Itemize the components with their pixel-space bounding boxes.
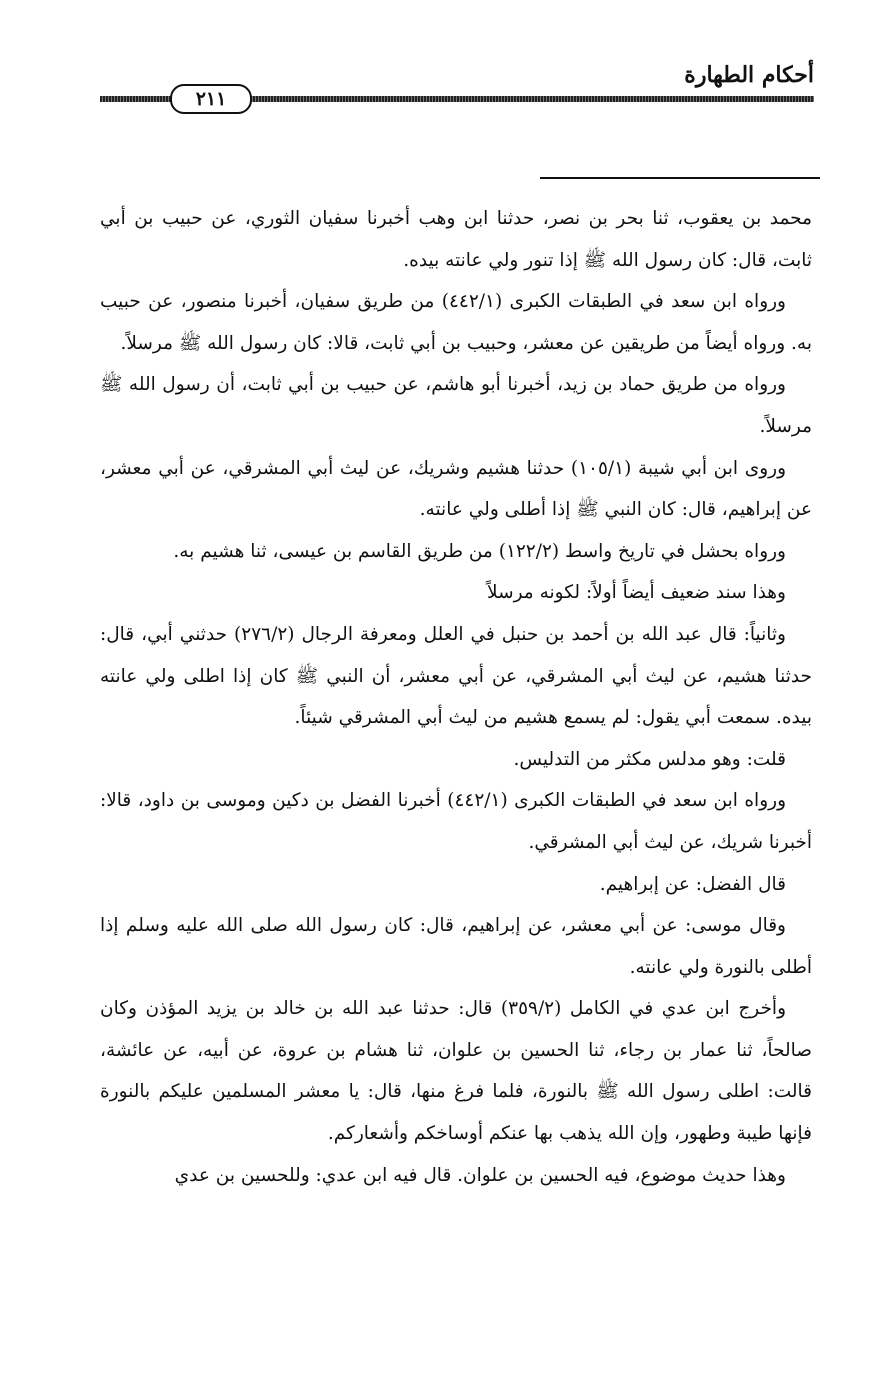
paragraph: وهذا سند ضعيف أيضاً أولاً: لكونه مرسلاً — [487, 582, 786, 604]
book-title: أحكام الطهارة — [684, 62, 814, 88]
paragraph: ورواه من طريق حماد بن زيد، أخبرنا أبو هاشم، عن حبيب بن أبي ثابت، أن رسول الله ﷺ مرسلاً. — [100, 374, 812, 437]
paragraph: وأخرج ابن عدي في الكامل (٣٥٩/٢) قال: حدثنا عبد الله بن خالد بن يزيد المؤذن وكان صالحاً، ثنا عمار بن رجاء، ثنا الحسين بن علوان، ثنا هشام بن عروة، عن أبيه، عن عائشة، قالت: اطلى رسول الله ﷺ بالنورة، فلما فرغ منها، قال: يا معشر المسلمين عليكم بالنورة فإنها طيبة وطهور، وإن الله يذهب بها عنكم أوساخكم وأشعاركم. — [100, 998, 812, 1145]
page-number: ٢١١ — [170, 84, 252, 114]
paragraph: قال الفضل: عن إبراهيم. — [599, 873, 786, 895]
paragraph: محمد بن يعقوب، ثنا بحر بن نصر، حدثنا ابن وهب أخبرنا سفيان الثوري، عن حبيب بن أبي ثابت، قال: كان رسول الله ﷺ إذا تنور ولي عانته بيده. — [100, 208, 812, 271]
body-text — [100, 198, 812, 1196]
footnote-separator — [540, 177, 820, 179]
paragraph: ورواه ابن سعد في الطبقات الكبرى (٤٤٢/١) أخبرنا الفضل بن دكين وموسى بن داود، قالا: أخبرنا شريك، عن ليث أبي المشرقي. — [100, 790, 812, 853]
paragraph: وقال موسى: عن أبي معشر، عن إبراهيم، قال: كان رسول الله صلى الله عليه وسلم إذا أطلى بالنورة ولي عانته. — [100, 915, 812, 978]
paragraph: وهذا حديث موضوع، فيه الحسين بن علوان. قال فيه ابن عدي: وللحسين بن عدي — [174, 1164, 786, 1186]
paragraph: وروى ابن أبي شيبة (١٠٥/١) حدثنا هشيم وشريك، عن ليث أبي المشرقي، عن أبي معشر، عن إبراهيم، قال: كان النبي ﷺ إذا أطلى ولي عانته. — [100, 457, 812, 521]
running-header — [100, 62, 814, 112]
paragraph: قلت: وهو مدلس مكثر من التدليس. — [513, 748, 786, 770]
paragraph: ورواه ابن سعد في الطبقات الكبرى (٤٤٢/١) من طريق سفيان، أخبرنا منصور، عن حبيب به. ورواه أيضاً من طريقين عن معشر، وحبيب بن أبي ثابت، قالا: كان رسول الله ﷺ مرسلاً. — [100, 291, 812, 354]
paragraph: وثانياً: قال عبد الله بن أحمد بن حنبل في العلل ومعرفة الرجال (٢٧٦/٢) حدثني أبي، قال: حدثنا هشيم، عن ليث أبي المشرقي، عن أبي معشر، أن النبي ﷺ كان إذا اطلى ولي عانته بيده. سمعت أبي يقول: لم يسمع هشيم من ليث أبي المشرقي شيئاً. — [100, 623, 812, 729]
paragraph: ورواه بحشل في تاريخ واسط (١٢٢/٢) من طريق القاسم بن عيسى، ثنا هشيم به. — [173, 540, 786, 562]
